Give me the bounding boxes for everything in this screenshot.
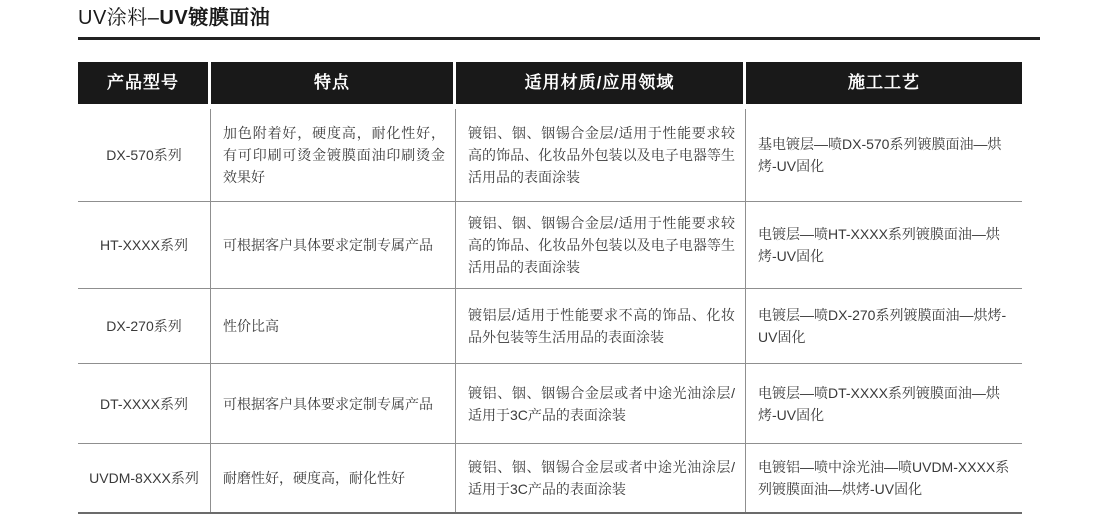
cell-model (78, 202, 211, 288)
materials-text: 镀铝层/适用于性能要求不高的饰品、化妆品外包装等生活用品的表面涂装 (468, 307, 735, 345)
table-header-row (78, 62, 1022, 104)
header-process (746, 62, 1022, 104)
cell-features (211, 289, 456, 363)
features-text: 耐磨性好，硬度高，耐化性好 (223, 470, 405, 486)
process-text: 电镀层—喷DT-XXXX系列镀膜面油—烘烤-UV固化 (758, 384, 1000, 423)
materials-text: 镀铝、铟、铟锡合金层/适用于性能要求较高的饰品、化妆品外包装以及电子电器等生活用品的表面涂装 (468, 125, 735, 185)
cell-materials (456, 289, 746, 363)
cell-materials (456, 109, 746, 201)
model-text: HT-XXXX系列 (100, 237, 188, 253)
cell-features (211, 364, 456, 443)
features-text: 可根据客户具体要求定制专属产品 (223, 237, 433, 253)
cell-materials (456, 202, 746, 288)
table-row (78, 444, 1022, 514)
header-materials (456, 62, 746, 104)
materials-text: 镀铝、铟、铟锡合金层/适用于性能要求较高的饰品、化妆品外包装以及电子电器等生活用品的表面涂装 (468, 215, 735, 275)
process-text: 电镀层—喷HT-XXXX系列镀膜面油—烘烤-UV固化 (758, 226, 1000, 264)
features-text: 性价比高 (223, 318, 279, 334)
cell-features (211, 109, 456, 201)
features-text: 加色附着好，硬度高，耐化性好，有可印刷可烫金镀膜面油印刷烫金效果好 (223, 125, 445, 185)
table-row (78, 364, 1022, 444)
model-text: DX-570系列 (106, 147, 182, 163)
cell-model (78, 109, 211, 201)
table-row (78, 289, 1022, 364)
features-text: 可根据客户具体要求定制专属产品 (223, 395, 433, 412)
materials-text: 镀铝、铟、铟锡合金层或者中途光油涂层/适用于3C产品的表面涂装 (468, 459, 735, 497)
cell-process (746, 109, 1022, 201)
page-title-prefix: UV涂料– (78, 7, 160, 29)
model-text: DX-270系列 (106, 318, 182, 334)
cell-process (746, 289, 1022, 363)
cell-model (78, 289, 211, 363)
header-process-label: 施工工艺 (848, 73, 920, 92)
header-product-model-label: 产品型号 (107, 73, 179, 92)
cell-process (746, 202, 1022, 288)
header-features-label: 特点 (314, 73, 350, 92)
page-title-main: UV镀膜面油 (159, 7, 271, 29)
cell-process (746, 444, 1022, 512)
materials-text: 镀铝、铟、铟锡合金层或者中途光油涂层/适用于3C产品的表面涂装 (468, 384, 735, 423)
table-row (78, 109, 1022, 202)
cell-process (746, 364, 1022, 443)
cell-features (211, 444, 456, 512)
page-title (78, 6, 1040, 30)
process-text: 电镀层—喷DX-270系列镀膜面油—烘烤-UV固化 (758, 307, 1007, 345)
cell-model (78, 444, 211, 512)
cell-features (211, 202, 456, 288)
process-text: 基电镀层—喷DX-570系列镀膜面油—烘烤-UV固化 (758, 136, 1002, 174)
table-row (78, 202, 1022, 289)
header-materials-label: 适用材质/应用领域 (524, 73, 675, 92)
header-features (211, 62, 456, 104)
process-text: 电镀铝—喷中涂光油—喷UVDM-XXXX系列镀膜面油—烘烤-UV固化 (758, 459, 1010, 497)
product-table (78, 62, 1022, 514)
model-text: UVDM-8XXX系列 (89, 470, 199, 486)
cell-model (78, 364, 211, 443)
header-product-model (78, 62, 211, 104)
cell-materials (456, 444, 746, 512)
cell-materials (456, 364, 746, 443)
title-underline (78, 6, 1040, 40)
model-text: DT-XXXX系列 (100, 395, 188, 412)
